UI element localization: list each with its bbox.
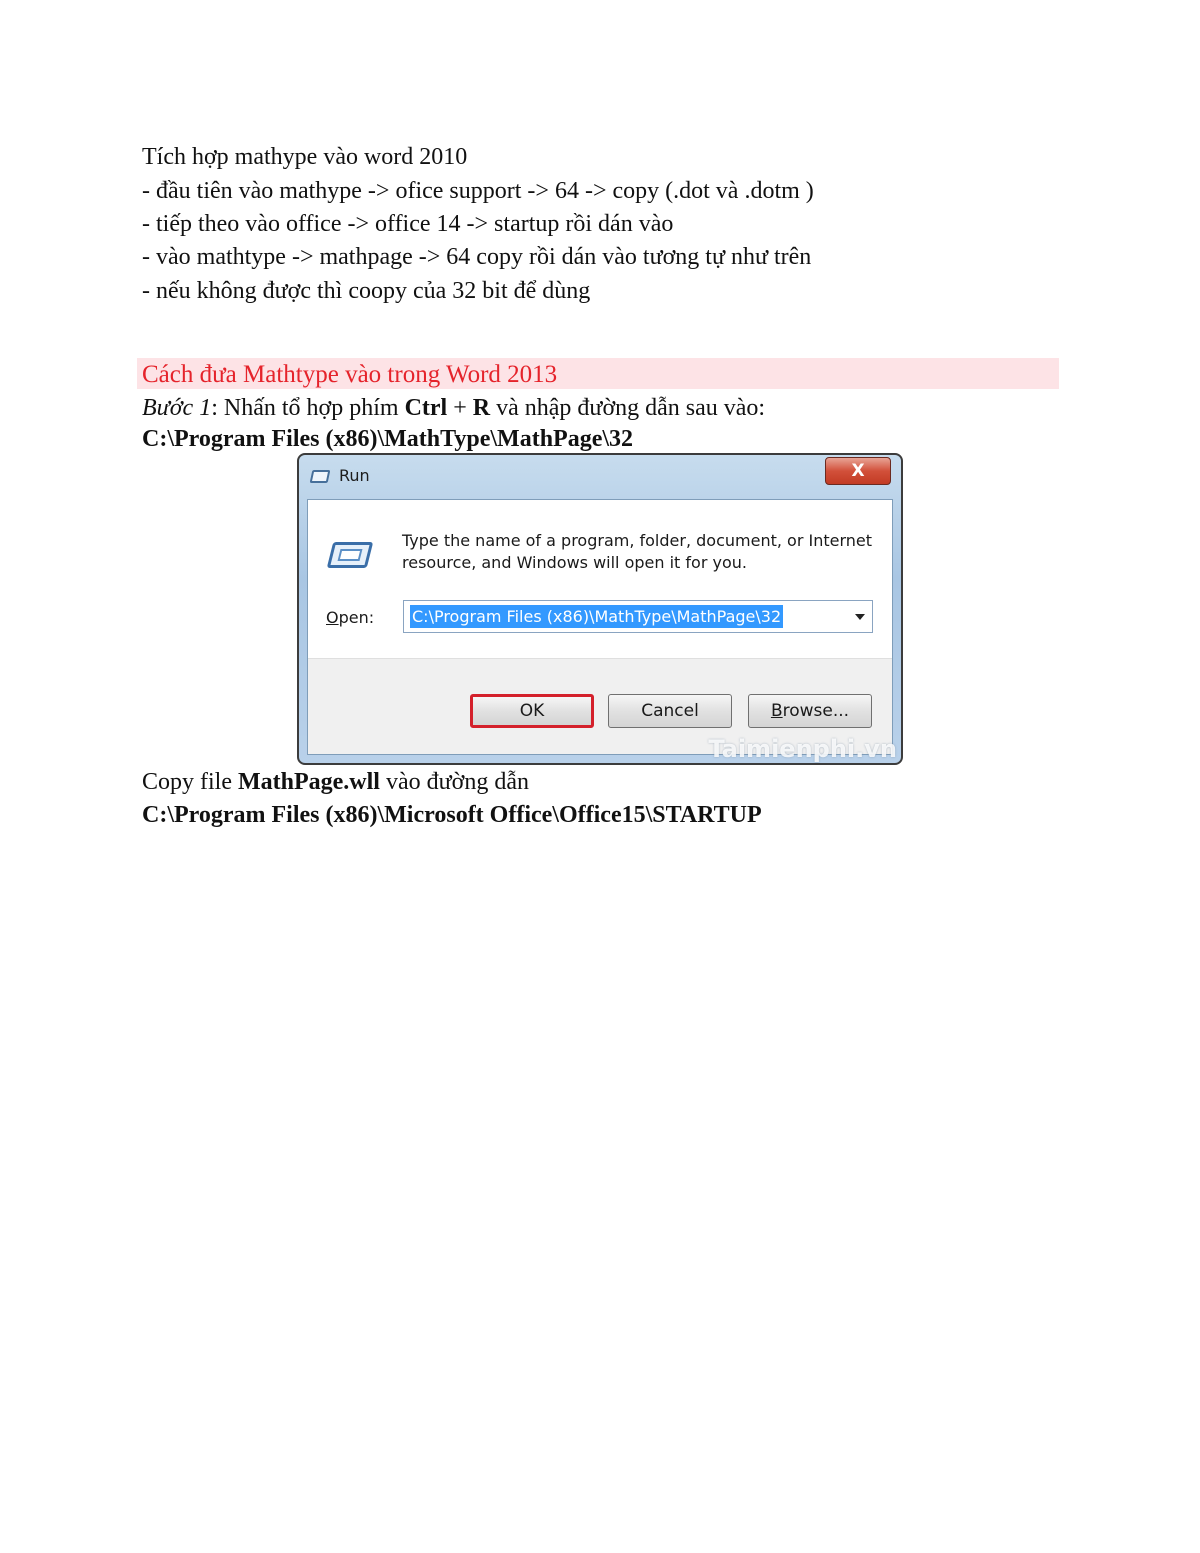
run-dialog — [297, 453, 903, 765]
step1-text-after: và nhập đường dẫn sau vào: — [490, 395, 766, 421]
step1-line — [142, 393, 765, 423]
key-ctrl: Ctrl — [404, 395, 448, 421]
step1-label: Bước 1 — [142, 395, 212, 421]
section1-step-3: - vào mathtype -> mathpage -> 64 copy rồi dán vào tương tự như trên — [142, 244, 812, 270]
section1-step-4: - nếu không được thì coopy của 32 bit để dùng — [142, 278, 591, 304]
step1-text-before: : Nhấn tổ hợp phím — [211, 395, 405, 421]
browse-accesskey: B — [770, 701, 783, 721]
open-input-value[interactable]: C:\Program Files (x86)\MathType\MathPage\32 — [412, 607, 782, 626]
copy-suffix: vào đường dẫn — [379, 769, 529, 795]
open-label-accesskey: O — [326, 608, 339, 627]
key-r: R — [472, 395, 491, 421]
cancel-button[interactable]: Cancel — [608, 694, 732, 728]
browse-button[interactable] — [748, 694, 872, 728]
copy-prefix: Copy file — [142, 769, 238, 795]
copy-line — [142, 767, 529, 797]
open-label-rest: pen: — [338, 608, 375, 627]
dialog-body — [307, 499, 893, 755]
open-combobox[interactable] — [403, 600, 873, 633]
close-button[interactable]: X — [825, 457, 891, 485]
section1-step-1: - đầu tiên vào mathype -> ofice support -> 64 -> copy (.dot và .dotm ) — [142, 178, 814, 204]
ok-button[interactable]: OK — [470, 694, 594, 728]
path-mathpage: C:\Program Files (x86)\MathType\MathPage\32 — [142, 426, 634, 452]
browse-label-rest: rowse... — [782, 701, 850, 721]
chevron-down-icon[interactable] — [855, 614, 865, 620]
section2-heading: Cách đưa Mathtype vào trong Word 2013 — [142, 361, 558, 388]
run-title-icon — [310, 470, 331, 483]
watermark: Taimienphi.vn — [708, 735, 897, 763]
section1-title: Tích hợp mathype vào word 2010 — [142, 144, 468, 170]
path-startup: C:\Program Files (x86)\Microsoft Office\Office15\STARTUP — [142, 802, 762, 828]
section1-step-2: - tiếp theo vào office -> office 14 -> startup rồi dán vào — [142, 211, 674, 237]
dialog-prompt: Type the name of a program, folder, document, or Internet resource, and Windows will open it for you. — [402, 531, 873, 572]
dialog-titlebar[interactable] — [299, 455, 901, 499]
copy-filename: MathPage.wll — [238, 769, 380, 795]
open-label — [326, 608, 374, 627]
key-plus: + — [447, 395, 473, 421]
dialog-title: Run — [339, 466, 370, 485]
run-program-icon — [327, 542, 373, 568]
